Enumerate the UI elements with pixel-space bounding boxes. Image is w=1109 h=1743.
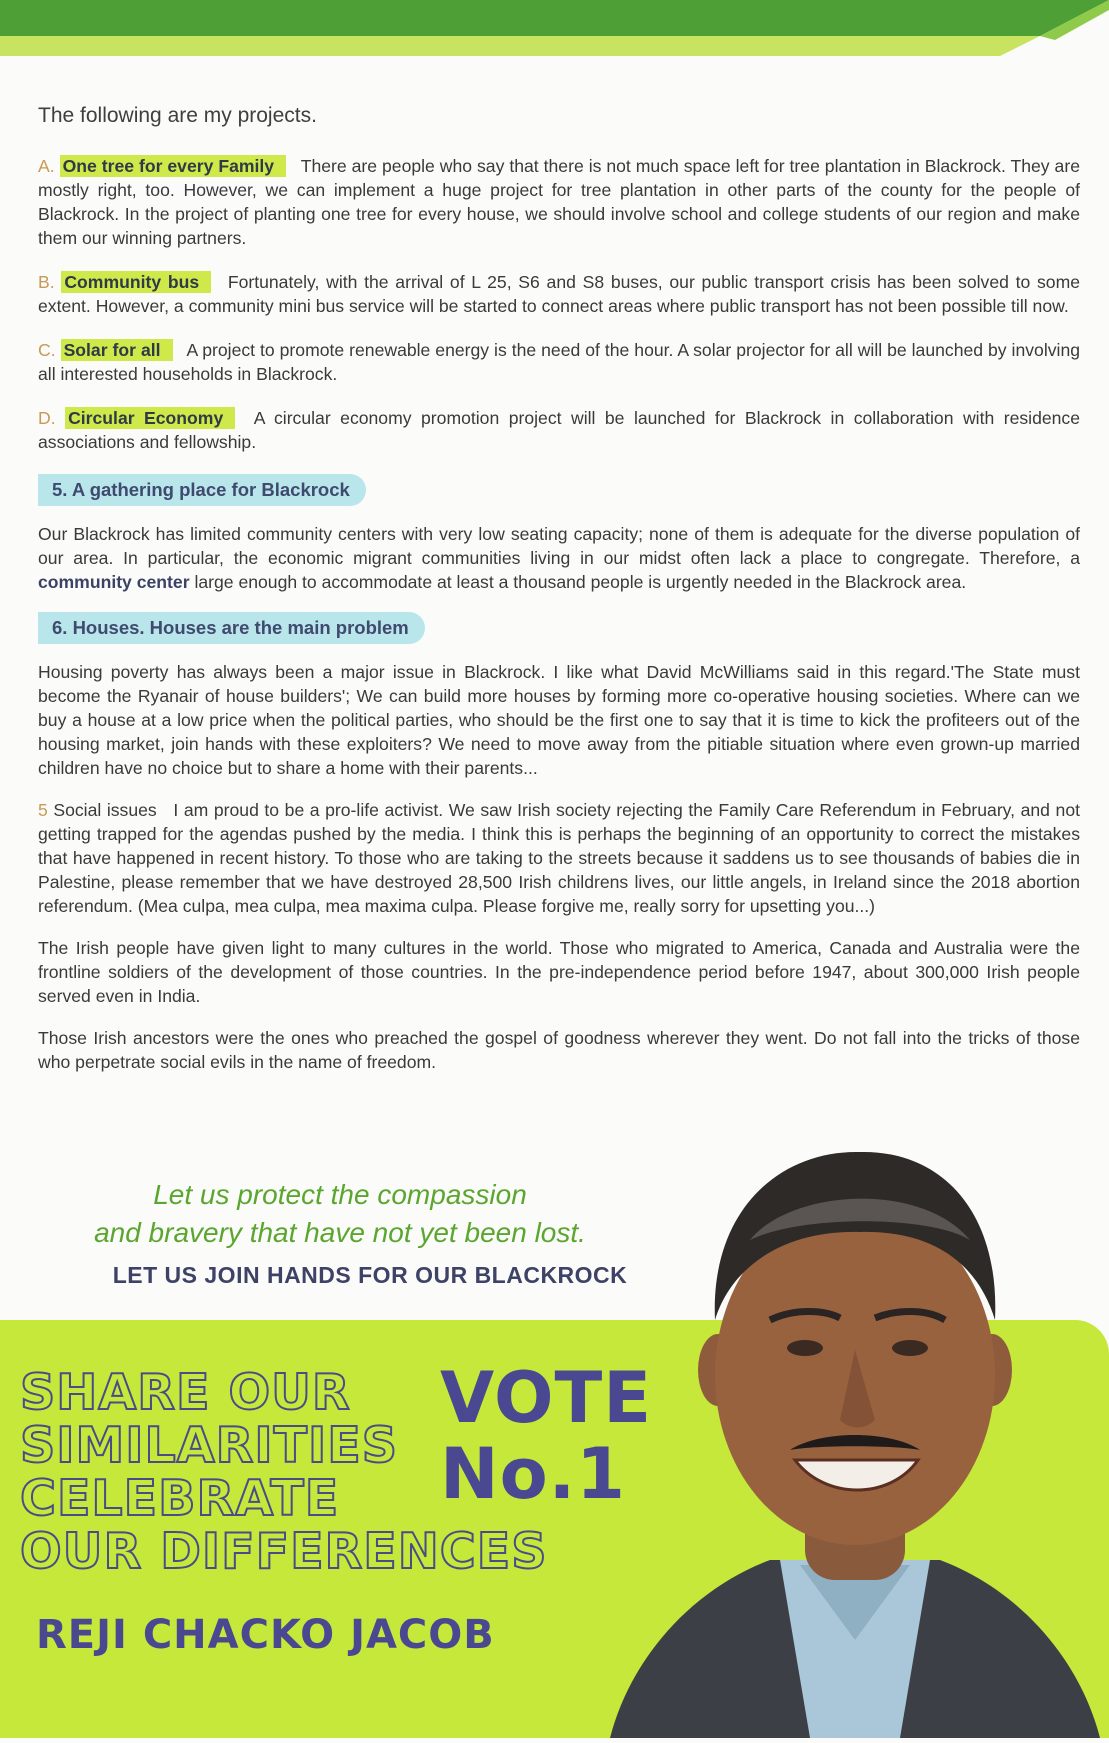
project-text: A project to promote renewable energy is the need of the hour. A solar projector for all will be launched by involving all interested households in Blackrock. [38, 340, 1081, 384]
join-hands-text: LET US JOIN HANDS FOR OUR BLACKROCK [112, 1262, 628, 1288]
project-text: Fortunately, with the arrival of L 25, S6 and S8 buses, our public transport crisis has been solved to some extent. However, a community mini bus service will be started to connect areas where public transport has not been possible till now. [38, 272, 1081, 316]
project-letter: A. [38, 156, 55, 176]
irish-paragraph: The Irish people have given light to many cultures in the world. Those who migrated to America, Canada and Australia were the frontline soldiers of the development of those countries. In the pre-independence period before 1947, about 300,000 Irish people served even in India. [38, 938, 1080, 1006]
candidate-photo [600, 1120, 1109, 1738]
share-line: SHARE OUR [20, 1364, 351, 1421]
leaflet-body [38, 104, 1080, 1092]
project-d [38, 406, 1080, 454]
project-letter: B. [38, 272, 55, 292]
section-5-bold: community center [38, 572, 190, 592]
slogan-line-1: Let us protect the compassion [153, 1179, 527, 1210]
intro-heading: The following are my projects. [38, 104, 317, 127]
project-letter: D. [38, 408, 56, 428]
project-text: There are people who say that there is not much space left for tree plantation in Blackrock. They are mostly right, too. However, we can implement a huge project for tree plantation in other parts of the county for the people of Blackrock. In the project of planting one tree for every house, we should involve school and college students of our region and make them our winning partners. [38, 156, 1080, 248]
project-letter: C. [38, 340, 56, 360]
social-title: Social issues [53, 800, 157, 820]
share-line: SIMILARITIES [20, 1417, 399, 1474]
social-number: 5 [38, 800, 48, 820]
project-a [38, 154, 1080, 250]
project-title: Circular Economy [65, 407, 235, 429]
project-title: Community bus [61, 271, 211, 293]
section-5-text-after: large enough to accommodate at least a thousand people is urgently needed in the Blackrock area. [194, 572, 967, 592]
section-5-text-before: Our Blackrock has limited community centers with very low seating capacity; none of them is adequate for the diverse population of our area. In particular, the economic migrant communities living in our midst often lack a place to congregate. Therefore, a [38, 524, 1080, 568]
top-green-band [0, 0, 1109, 62]
ancestors-paragraph: Those Irish ancestors were the ones who preached the gospel of goodness wherever they went. Do not fall into the tricks of those who perpetrate social evils in the name of freedom. [38, 1028, 1080, 1072]
share-line: OUR DIFFERENCES [20, 1523, 548, 1580]
section-5-text [38, 522, 1080, 594]
section-5-heading: 5. A gathering place for Blackrock [38, 474, 366, 506]
project-c [38, 338, 1080, 386]
slogan [60, 1176, 620, 1252]
vote-number: No.1 [440, 1433, 626, 1515]
candidate-name: REJI CHACKO JACOB [36, 1612, 495, 1658]
social-issues [38, 798, 1080, 918]
project-title: Solar for all [61, 339, 173, 361]
social-text: I am proud to be a pro-life activist. We saw Irish society rejecting the Family Care Referendum in February, and not getting trapped for the agendas pushed by the media. I think this is perhaps the beginning of an opportunity to correct the mistakes that have happened in recent history. To those who are taking to the streets because it saddens us to see thousands of babies die in Palestine, please remember that we have destroyed 28,500 Irish childrens lives, our little angels, in Ireland since the 2018 abortion referendum. (Mea culpa, mea culpa, mea maxima culpa. Please forgive me, really sorry for upsetting you...) [38, 800, 1080, 916]
share-line: CELEBRATE [20, 1470, 340, 1527]
project-title: One tree for every Family [60, 155, 286, 177]
slogan-line-2: and bravery that have not yet been lost. [94, 1217, 586, 1248]
vote-word: VOTE [440, 1357, 653, 1439]
section-6-text: Housing poverty has always been a major issue in Blackrock. I like what David McWilliams said in this regard.'The State must become the Ryanair of house builders'; We can build more houses by forming more co-operative housing societies. Where can we buy a house at a low price when the political parties, who should be the first one to say that it is time to kick the profiteers out of the housing market, join hands with these exploiters? We need to move away from the pitiable situation where even grown-up married children have no choice but to share a home with their parents... [38, 662, 1080, 778]
project-text: A circular economy promotion project will be launched for Blackrock in collaboration with residence associations and fellowship. [38, 408, 1081, 452]
project-b [38, 270, 1080, 318]
section-6-heading: 6. Houses. Houses are the main problem [38, 612, 425, 644]
